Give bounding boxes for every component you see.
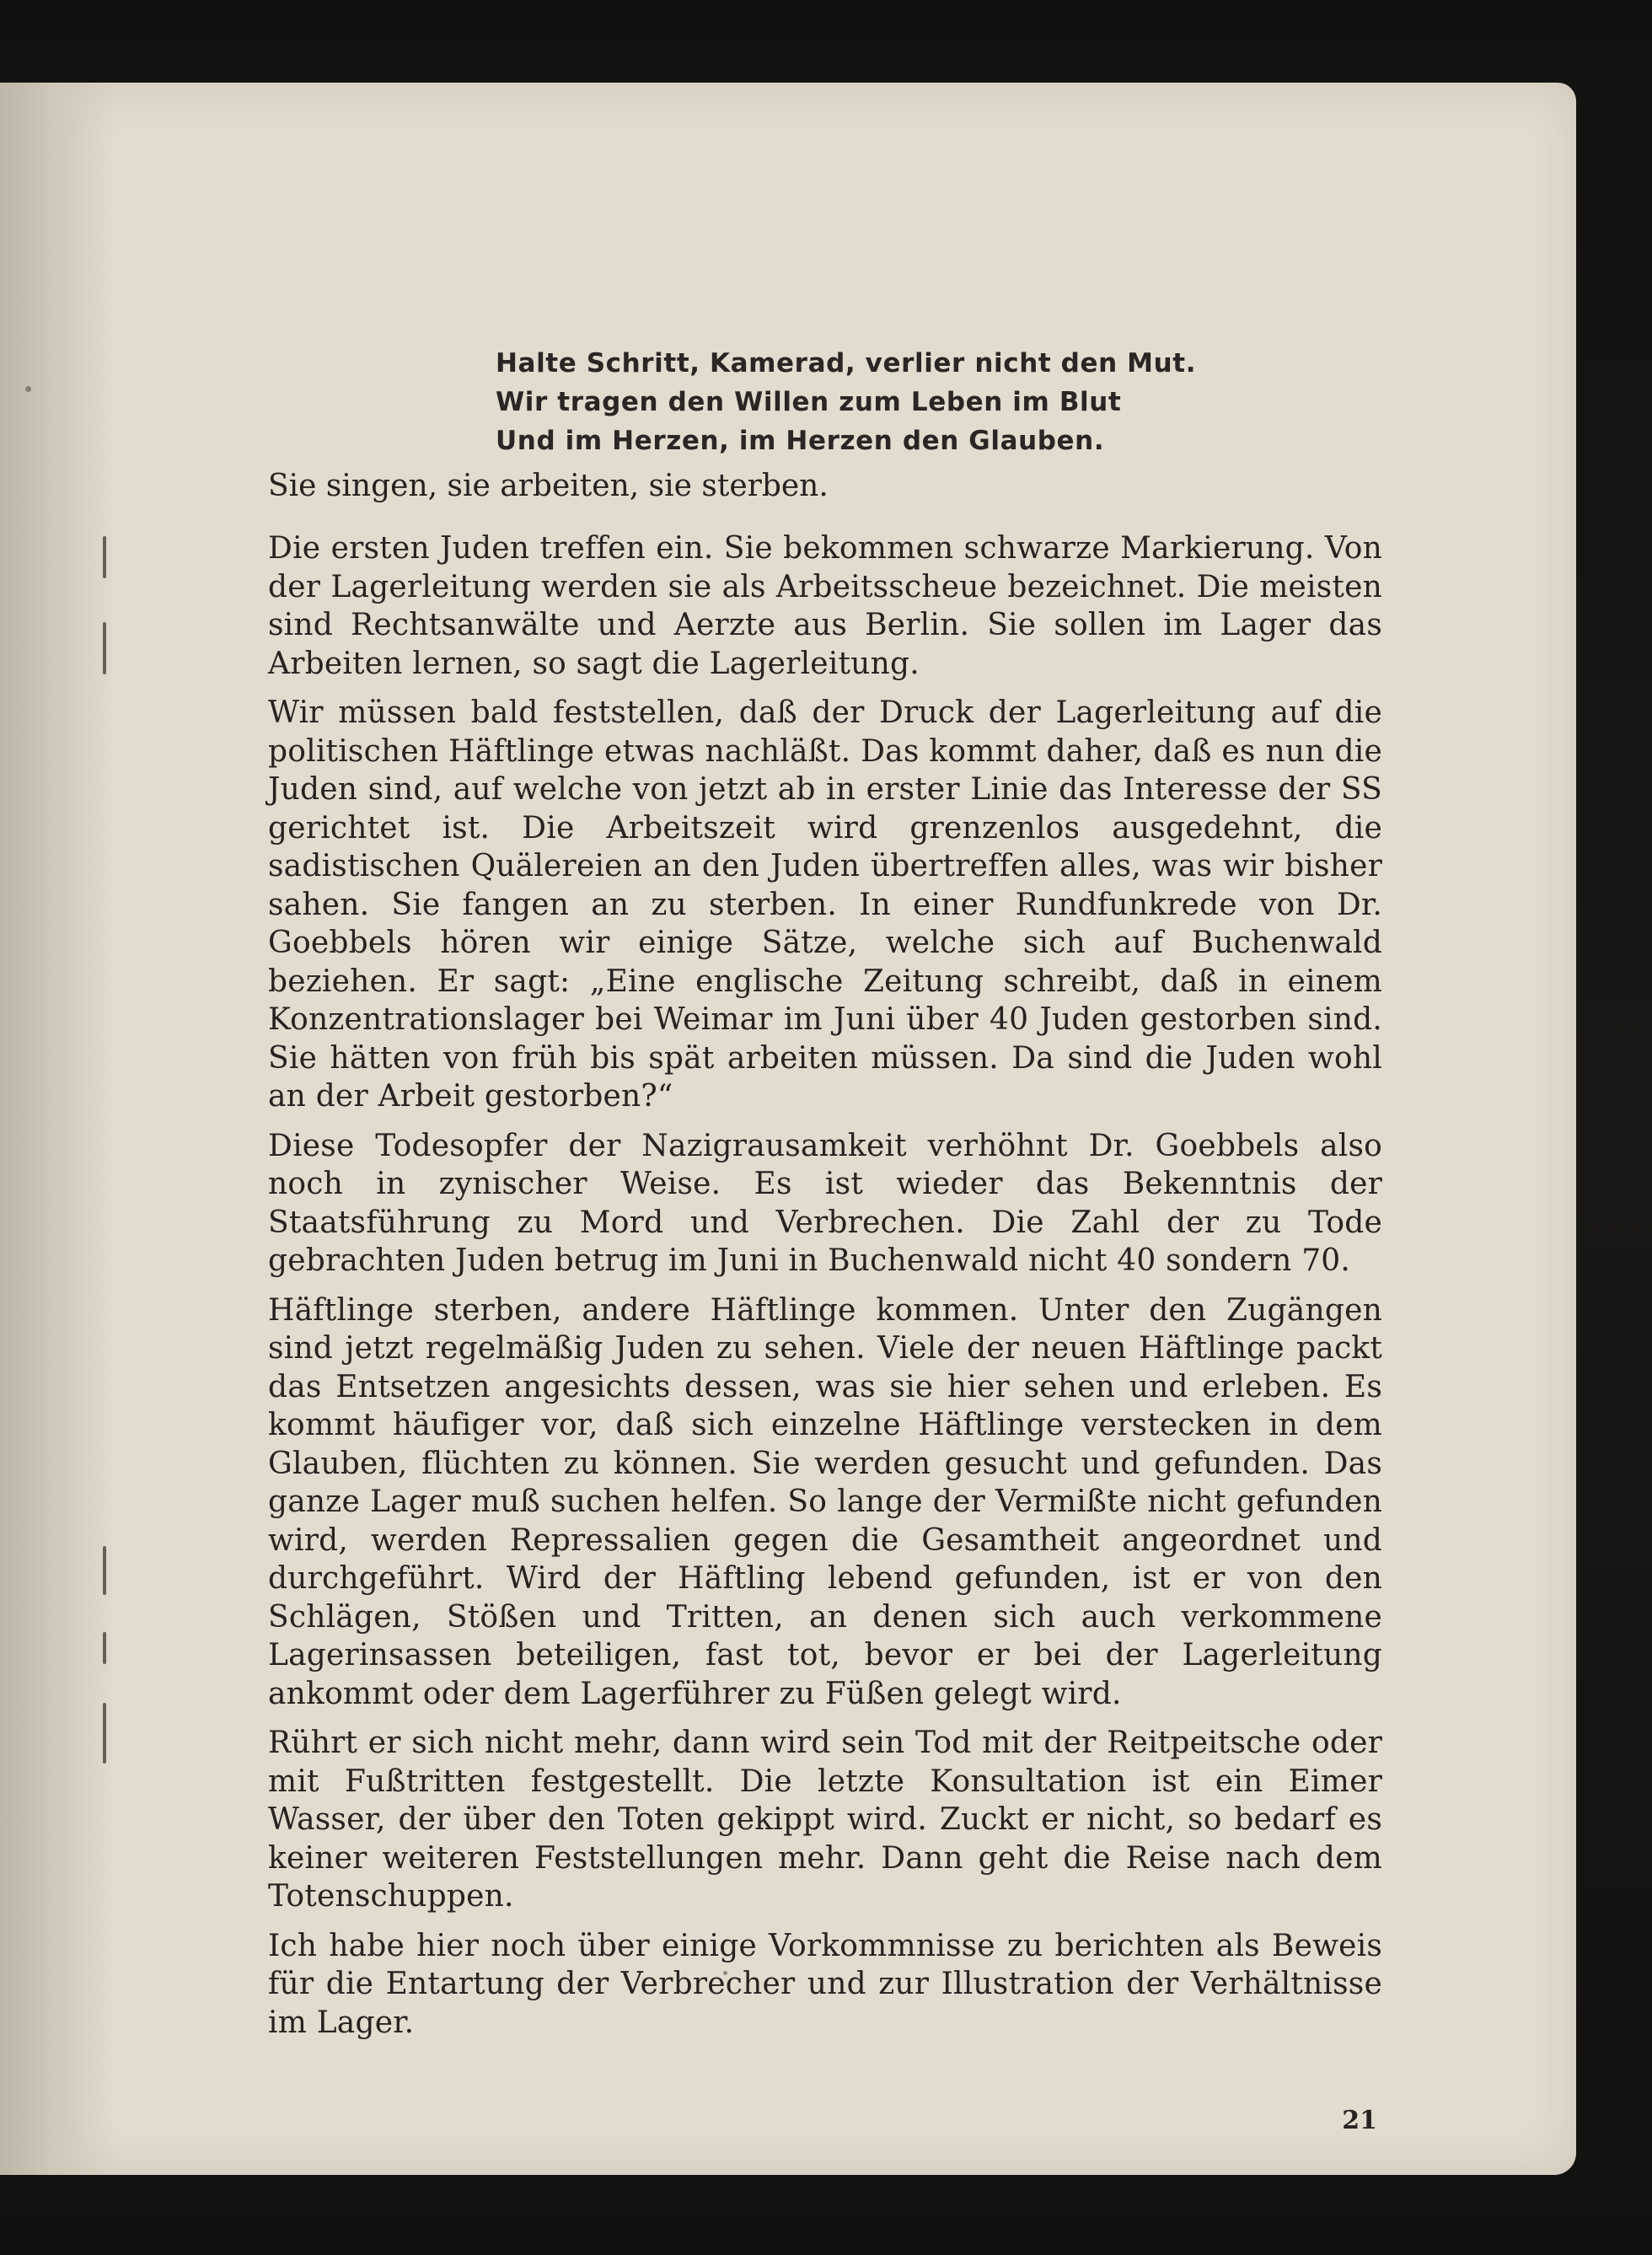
gutter-mark xyxy=(103,1703,106,1764)
verse-line: Und im Herzen, im Herzen den Glauben. xyxy=(496,426,1105,456)
gutter-mark xyxy=(103,1632,106,1664)
page-gutter xyxy=(0,83,118,2175)
paragraph: Die ersten Juden treffen ein. Sie bekommen schwarze Markierung. Von der Lagerleitung werden sie als Arbeitsscheue bezeichnet. Die meisten sind Rechtsanwälte und Aerzte aus Berlin. Sie sollen im Lager das Arbeiten lernen, so sagt die Lagerleitung. xyxy=(268,531,1382,681)
page-number: 21 xyxy=(1342,2106,1377,2135)
gutter-mark xyxy=(103,1546,106,1595)
song-verse xyxy=(496,344,1382,460)
paper-speck xyxy=(25,386,31,392)
verse-line: Halte Schritt, Kamerad, verlier nicht den Mut. xyxy=(496,348,1197,379)
verse-line: Wir tragen den Willen zum Leben im Blut xyxy=(496,387,1122,417)
paragraph: Rührt er sich nicht mehr, dann wird sein Tod mit der Reitpeitsche oder mit Fußtritten festgestellt. Die letzte Konsultation ist ein Eimer Wasser, der über den Toten gekippt wird. Zuckt er nicht, so bedarf es keiner weiteren Feststellungen mehr. Dann geht die Reise nach dem Totenschuppen. xyxy=(268,1726,1382,1914)
page-content xyxy=(268,344,1382,2053)
paragraph: Häftlinge sterben, andere Häftlinge kommen. Unter den Zugängen sind jetzt regelmäßig Juden zu sehen. Viele der neuen Häftlinge packt das Entsetzen angesichts dessen, was sie hier sehen und erleben. Es kommt häufiger vor, daß sich einzelne Häftlinge verstecken in dem Glauben, flüchten zu können. Sie werden gesucht und gefunden. Das ganze Lager muß suchen helfen. So lange der Vermißte nicht gefunden wird, werden Repressalien gegen die Gesamtheit angeordnet und durchgeführt. Wird der Häftling lebend gefunden, ist er von den Schlägen, Stößen und Tritten, an denen sich auch verkommene Lagerinsassen beteiligen, fast tot, bevor er bei der Lagerleitung ankommt oder dem Lagerführer zu Füßen gelegt wird. xyxy=(268,1292,1382,1711)
paragraph: Wir müssen bald feststellen, daß der Druck der Lagerleitung auf die politischen Häftlinge etwas nachläßt. Das kommt daher, daß es nun die Juden sind, auf welche von jetzt ab in erster Linie das Interesse der SS gerichtet ist. Die Arbeitszeit wird grenzenlos ausgedehnt, die sadistischen Quälereien an den Juden übertreffen alles, was wir bisher sahen. Sie fangen an zu sterben. In einer Rundfunkrede von Dr. Goebbels hören wir einige Sätze, welche sich auf Buchenwald beziehen. Er sagt: „Eine englische Zeitung schreibt, daß in einem Konzentrationslager bei Weimar im Juni über 40 Juden gestorben sind. Sie hätten von früh bis spät arbeiten müssen. Da sind die Juden wohl an der Arbeit gestorben?“ xyxy=(268,695,1382,1114)
book-page xyxy=(0,83,1576,2175)
paragraph: Ich habe hier noch über einige Vorkommnisse zu berichten als Beweis für die Entartung der Verbrecher und zur Illustration der Verhältnisse im Lager. xyxy=(268,1928,1382,2040)
gutter-mark xyxy=(103,622,106,674)
gutter-mark xyxy=(103,536,106,578)
lead-sentence: Sie singen, sie arbeiten, sie sterben. xyxy=(268,469,829,503)
paragraph: Diese Todesopfer der Nazigrausamkeit verhöhnt Dr. Goebbels also noch in zynischer Weise. Es ist wieder das Bekenntnis der Staatsführung zu Mord und Verbrechen. Die Zahl der zu Tode gebrachten Juden betrug im Juni in Buchenwald nicht 40 sondern 70. xyxy=(268,1128,1382,1278)
